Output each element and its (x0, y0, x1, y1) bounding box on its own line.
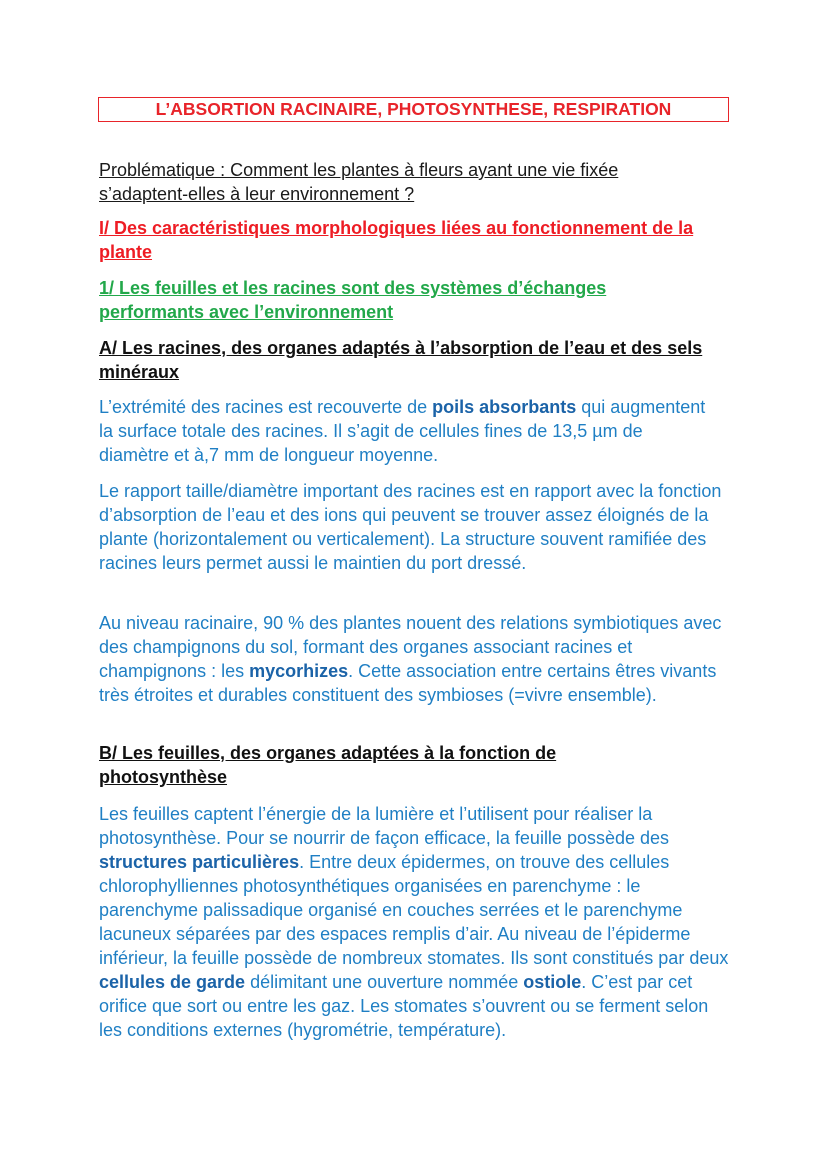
paragraph-feuilles (99, 802, 735, 1042)
text: . C’est par cet orifice que sort ou entre les gaz. Les stomates s’ouvrent ou se ferment selon les conditions externes (hygrométrie, température). (99, 972, 709, 1040)
text: . Cette association entre certains êtres vivants très étroites et durables constituent des symbioses (=vivre ensemble). (99, 661, 717, 705)
text: qui augmentent la surface totale des racines. Il s’agit de cellules fines de 13,5 µm de diamètre et à,7 mm de longueur moyenne. (99, 397, 706, 465)
heading-part-a: A/ Les racines, des organes adaptés à l’absorption de l’eau et des sels minéraux (99, 338, 703, 382)
problematique: Problématique : Comment les plantes à fleurs ayant une vie fixée s’adaptent-elles à leur environnement ? (99, 160, 619, 204)
keyword: ostiole (523, 972, 582, 992)
paragraph-mycorhizes (99, 611, 735, 707)
keyword: mycorhizes (249, 661, 349, 681)
text: Au niveau racinaire, 90 % des plantes nouent des relations symbiotiques avec des champignons du sol, formant des organes associant racines et champignons : les (99, 613, 722, 681)
text: L’extrémité des racines est recouverte de (99, 397, 433, 417)
text: . Entre deux épidermes, on trouve des cellules chlorophylliennes photosynthétiques organisées en parenchyme : le parenchyme palissadique organisé en couches serrées et le parenchyme lacuneux séparées par des espaces remplis d’air. Au niveau de l’épiderme inférieur, la feuille possède de nombreux stomates. Ils sont constitués par deux (99, 852, 729, 968)
paragraph-rapport-taille: Le rapport taille/diamètre important des racines est en rapport avec la fonction d’absorption de l’eau et des ions qui peuvent se trouver assez éloignés de la plante (horizontalement ou verticalement). La structure souvent ramifiée des racines leurs permet aussi le maintien du port dressé. (99, 481, 722, 573)
heading-part-b: B/ Les feuilles, des organes adaptées à la fonction de photosynthèse (99, 743, 557, 787)
text: délimitant une ouverture nommée (245, 972, 524, 992)
heading-subsection-1: 1/ Les feuilles et les racines sont des systèmes d’échanges performants avec l’environnement (99, 278, 607, 322)
keyword: poils absorbants (432, 397, 577, 417)
heading-section-1: I/ Des caractéristiques morphologiques liées au fonctionnement de la plante (99, 218, 694, 262)
keyword: structures particulières (99, 852, 300, 872)
document-title: L’ABSORTION RACINAIRE, PHOTOSYNTHESE, RESPIRATION (98, 97, 729, 122)
paragraph-poils-absorbants (99, 395, 714, 467)
keyword: cellules de garde (99, 972, 246, 992)
text: Les feuilles captent l’énergie de la lumière et l’utilisent pour réaliser la photosynthèse. Pour se nourrir de façon efficace, la feuille possède des (99, 804, 670, 848)
